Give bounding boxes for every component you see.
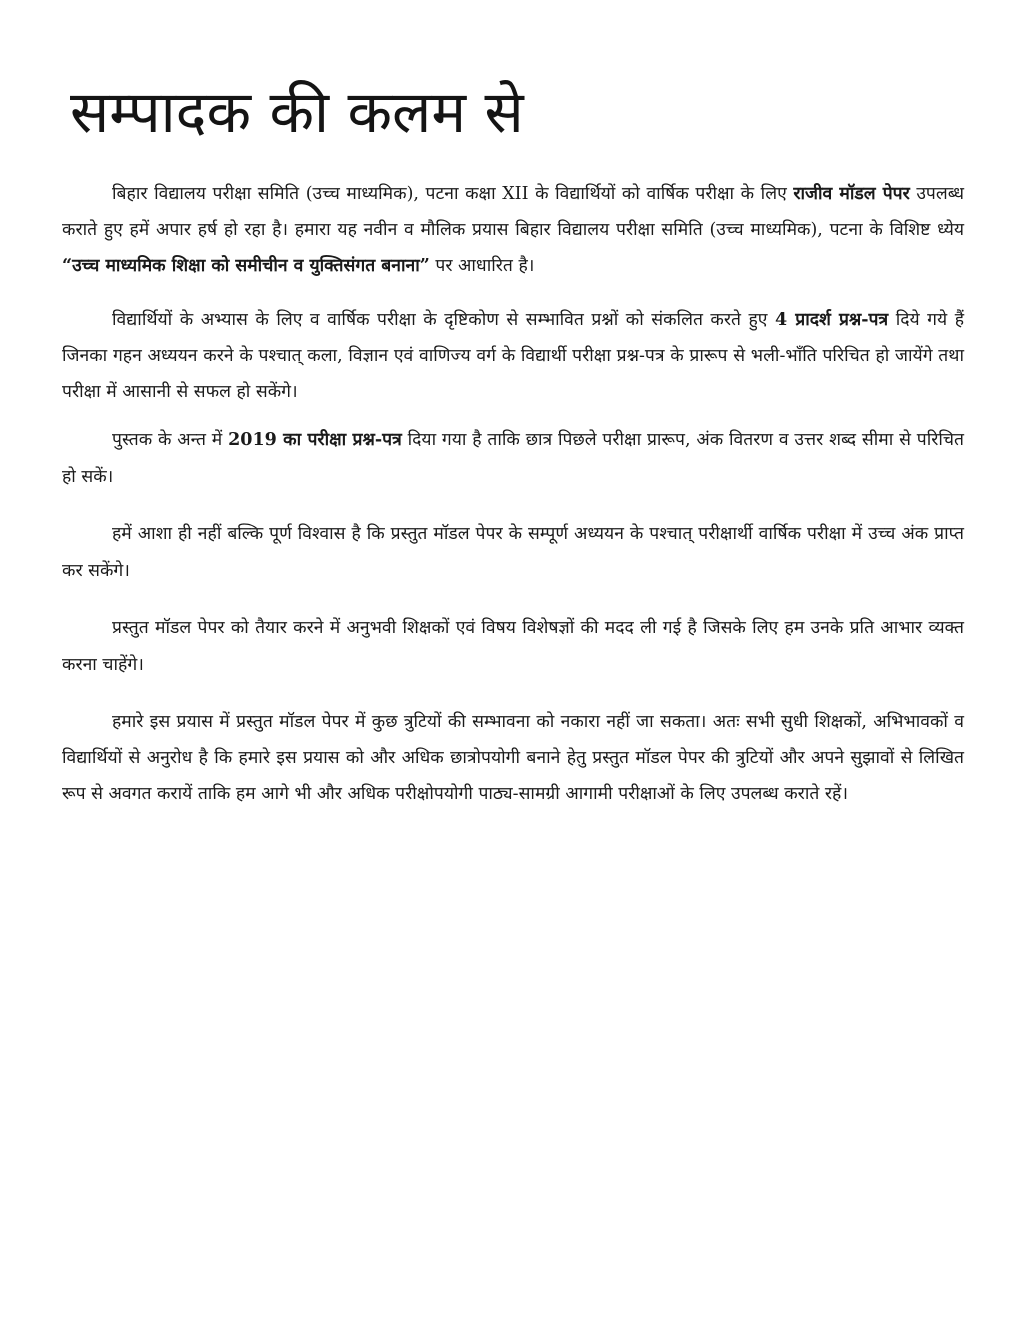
paragraph-practice-text-2: दिये गये हैं जिनका गहन अध्ययन करने के पश्चात् कला, विज्ञान एवं वाणिज्य वर्ग के विद्यार्थी परीक्षा प्रश्न-पत्र के प्रारूप से भली-भाँति परिचित हो जायेंगे तथा परीक्षा में आसानी से सफल हो सकेंगे। [62,310,964,402]
paragraph-acknowledgement-text: प्रस्तुत मॉडल पेपर को तैयार करने में अनुभवी शिक्षकों एवं विषय विशेषज्ञों की मदद ली गई है जिसके लिए हम उनके प्रति आभार व्यक्त करना चाहेंगे। [62,618,964,675]
paragraph-practice-bold: 4 प्रादर्श प्रश्न-पत्र [775,310,889,330]
paragraph-previous-paper [62,422,964,496]
paragraph-previous-paper-bold: 2019 का परीक्षा प्रश्न-पत्र [228,430,402,450]
editorial-page [62,70,964,812]
paragraph-intro-text-3: पर आधारित है। [429,256,535,276]
paragraph-previous-paper-text-1: पुस्तक के अन्त में [112,430,229,450]
paragraph-intro-text-2: उपलब्ध कराते हुए हमें अपार हर्ष हो रहा है। हमारा यह नवीन व मौलिक प्रयास बिहार विद्यालय परीक्षा समिति (उच्च माध्यमिक), पटना के विशिष्ट ध्येय [62,184,964,240]
paragraph-intro-bold-motto: “उच्च माध्यमिक शिक्षा को समीचीन व युक्तिसंगत बनाना” [62,256,430,276]
paragraph-previous-paper-text-2: दिया गया है ताकि छात्र पिछले परीक्षा प्रारूप, अंक वितरण व उत्तर शब्द सीमा से परिचित हो सकें। [62,430,965,487]
paragraph-confidence-text: हमें आशा ही नहीं बल्कि पूर्ण विश्वास है कि प्रस्तुत मॉडल पेपर के सम्पूर्ण अध्ययन के पश्चात् परीक्षार्थी वार्षिक परीक्षा में उच्च अंक प्राप्त कर सकेंगे। [62,524,964,581]
page-title: सम्पादक की कलम से [70,78,524,146]
paragraph-intro [62,176,964,284]
paragraph-practice [62,302,964,410]
paragraph-confidence [62,516,964,590]
paragraph-request-text: हमारे इस प्रयास में प्रस्तुत मॉडल पेपर में कुछ त्रुटियों की सम्भावना को नकारा नहीं जा सकता। अतः सभी सुधी शिक्षकों, अभिभावकों व विद्यार्थियों से अनुरोध है कि हमारे इस प्रयास को और अधिक छात्रोपयोगी बनाने हेतु प्रस्तुत मॉडल पेपर की त्रुटियों और अपने सुझावों से लिखित रूप से अवगत करायें ताकि हम आगे भी और अधिक परीक्षोपयोगी पाठ्य-सामग्री आगामी परीक्षाओं के लिए उपलब्ध कराते रहें। [62,712,964,804]
paragraph-request [62,704,964,812]
paragraph-intro-bold-title: राजीव मॉडल पेपर [793,184,910,204]
paragraph-acknowledgement [62,610,964,684]
paragraph-intro-text-1: बिहार विद्यालय परीक्षा समिति (उच्च माध्यमिक), पटना कक्षा XII के विद्यार्थियों को वार्षिक परीक्षा के लिए [112,184,794,204]
paragraph-practice-text-1: विद्यार्थियों के अभ्यास के लिए व वार्षिक परीक्षा के दृष्टिकोण से सम्भावित प्रश्नों को संकलित करते हुए [112,310,776,330]
